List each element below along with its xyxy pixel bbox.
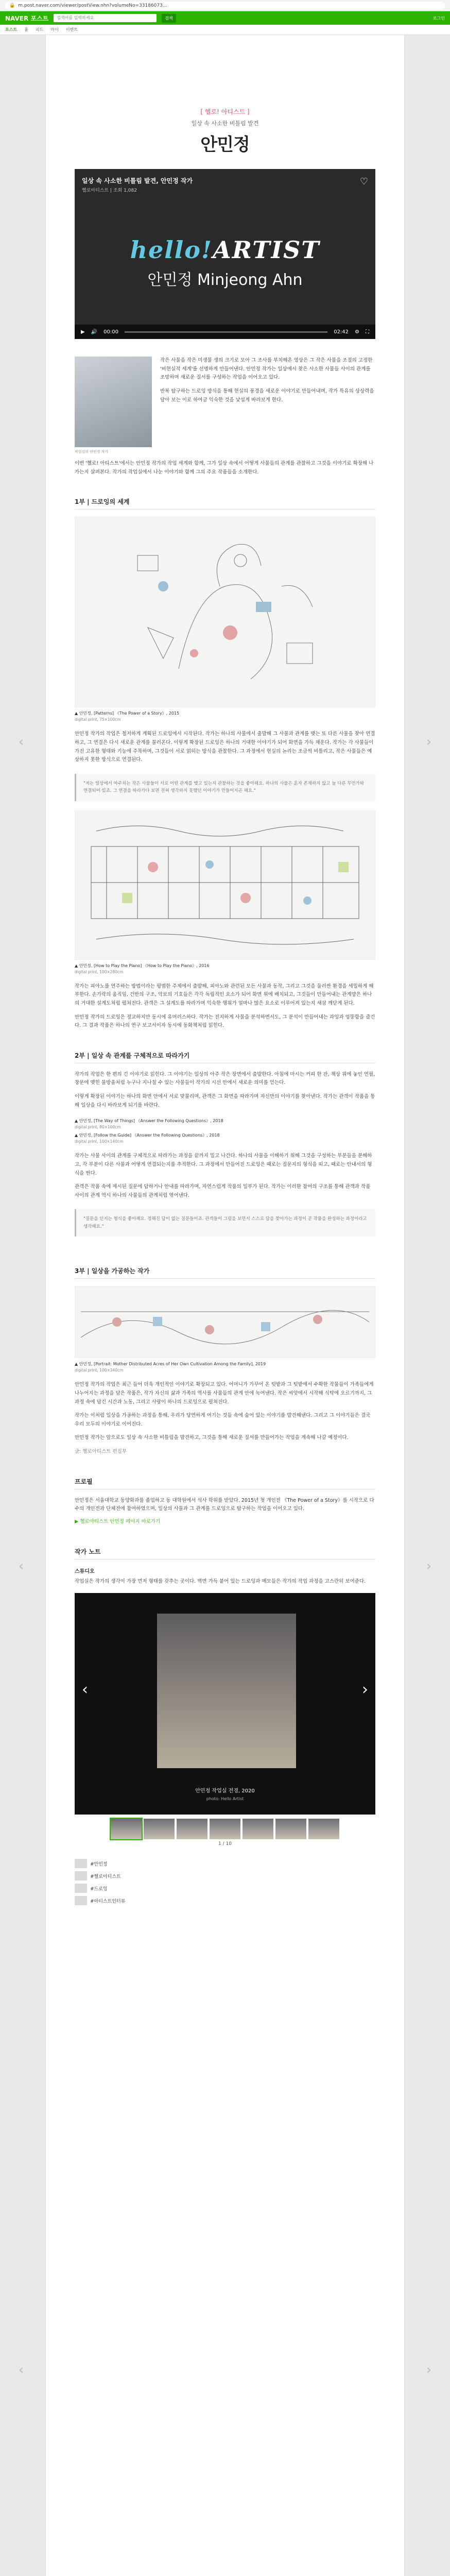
search-input[interactable]: 검색어를 입력하세요 [54,14,157,22]
tag-item[interactable] [75,1871,375,1880]
artwork-caption-1-sub: digital print, 75×100cm [75,717,121,722]
quote-block-1: "저는 일상에서 마주치는 작은 사물들이 서로 어떤 관계를 맺고 있는지 관찰하는 것을 좋아해요. 하나의 사물은 혼자 존재하지 않고 늘 다른 무언가와 연결되어 있죠. 그 연결을 따라가다 보면 전혀 생각하지 못했던 이야기가 만들어지곤 해요." [75,774,375,801]
tag-label: #아티스트인터뷰 [90,1899,126,1904]
next-post-arrow-icon[interactable]: › [426,734,432,750]
nav-item-my[interactable]: 마이 [50,27,59,32]
naver-header [0,11,450,25]
gallery-thumb[interactable] [177,1819,207,1839]
tag-label: #드로잉 [90,1886,108,1892]
profile-title: 프로필 [75,1477,375,1489]
quote-block-2: "질문을 던지는 형식을 좋아해요. 정해진 답이 없는 질문들이죠. 관객들이 그림을 보면서 스스로 답을 찾아가는 과정이 곧 작품을 완성하는 과정이라고 생각해요." [75,1209,375,1236]
nav-item-event[interactable]: 이벤트 [65,27,78,32]
search-button[interactable]: 검색 [162,14,176,23]
section2-paragraph-1: 작가의 작업은 한 편의 긴 이야기로 읽힌다. 그 이야기는 일상의 아주 작은 장면에서 출발한다. 아침에 마시는 커피 한 잔, 책상 위에 놓인 연필, 창문에 맺힌 물방울처럼 누구나 지나칠 수 있는 사물들이 작가의 시선 안에서 새로운 의미를 얻는다. [75,1071,375,1086]
section-title-2: 2부 | 일상 속 관계를 구체적으로 따라가기 [75,1051,375,1063]
artist-photo [75,357,152,447]
video-thumbnail-text [75,236,375,290]
artwork-caption-4: ▲ 안민정, [Follow the Guide] 《Answer the Following Questions》, 2018 [75,1133,220,1138]
prev-post-arrow-icon[interactable]: ‹ [18,734,24,750]
profile-link[interactable]: ▶ 헬로아티스트 안민정 페이지 바로가기 [75,1518,161,1524]
tag-thumb [75,1871,87,1880]
gallery-caption: 안민정 작업실 전경, 2020 [195,1788,255,1794]
volume-icon[interactable]: 🔊 [91,329,98,335]
profile-body: 안민정은 서울대학교 동양화과를 졸업하고 동 대학원에서 석사 학위를 받았다. 2015년 첫 개인전 《The Power of a Story》를 시작으로 다수의 개인전과 단체전에 참여하였으며, 일상의 사물과 그 관계를 드로잉으로 탐구하는 작업을 이어오고 있다. [75,1497,374,1512]
next-post-arrow-icon-2[interactable]: › [426,1558,432,1574]
section2-paragraph-4: 관객은 작품 속에 제시된 질문에 답하거나 안내를 따라가며, 자연스럽게 작품의 일부가 된다. 작가는 이러한 참여의 구조를 통해 관객과 작품 사이의 관계 역시 하나의 사물들의 관계처럼 엮어낸다. [75,1184,371,1198]
intro-block [46,339,404,454]
article-header [46,35,404,156]
gallery-thumb[interactable] [210,1819,240,1839]
nav-item-feed[interactable]: 피드 [35,27,44,32]
section1-paragraph-1: 안민정 작가의 작업은 철저하게 계획된 드로잉에서 시작된다. 작가는 하나의 사물에서 출발해 그 사물과 관계를 맺는 또 다른 사물을 찾아 연결하고, 그 연결은 다시 새로운 관계를 불러온다. 이렇게 확장된 드로잉은 하나의 거대한 이야기가 되어 화면을 가득 채운다. 작가는 각 사물들이 가진 고유한 형태와 기능에 주목하며, 그것들이 서로 얽히는 방식을 관찰한다. 그 과정에서 현실의 논리는 조금씩 비틀리고, 작은 사물들은 예상하지 못한 방식으로 연결된다. [75,731,375,763]
article-page [45,35,405,2576]
section1-paragraph-2: 작가는 피아노를 연주하는 방법이라는 평범한 주제에서 출발해, 피아노와 관련된 모든 사물과 동작, 그리고 그것을 둘러싼 환경을 세밀하게 해부한다. 손가락의 움직임, 건반의 구조, 악보의 기호들은 각각 독립적인 요소가 되어 화면 위에 배치되고, 그것들이 만들어내는 관계망은 하나의 거대한 설계도처럼 펼쳐진다. 관객은 그 설계도를 따라가며 익숙한 행위가 얼마나 많은 요소로 이루어져 있는지 새삼 깨닫게 된다. [75,983,374,1006]
prev-post-arrow-icon-3[interactable]: ‹ [18,2362,24,2378]
photo-gallery[interactable] [75,1593,375,1815]
article-title: 안민정 [200,134,250,155]
section-drawing [46,477,404,1030]
video-info [82,176,368,193]
artwork-caption-2-sub: digital print, 100×280cm [75,969,124,974]
gallery-thumb[interactable] [144,1819,175,1839]
section-relations [46,1030,404,1237]
works-body: 작업실은 작가의 생각이 가장 먼저 형태를 갖추는 곳이다. 벽면 가득 붙어 있는 드로잉과 메모들은 작가의 작업 과정을 고스란히 보여준다. [75,1578,366,1584]
video-title: 일상 속 사소한 비틀림 발견, 안민정 작가 [82,177,193,184]
artwork-caption-2: ▲ 안민정, [How to Play the Piano] 《How to Play the Piano》, 2016 [75,963,210,968]
artwork-drawing-2 [76,816,374,955]
next-post-arrow-icon-3[interactable]: › [426,2362,432,2378]
lock-icon: 🔒 [9,3,15,8]
post-logo[interactable]: 포스트 [5,27,18,32]
intro-paragraph-1: 작은 사물을 작은 미생물 생의 크기로 모아 그 조사를 부치해온 영상은 그 작은 사물을 조절의 고정한 '비현실적 세계'를 선명하게 만들어낸다. 안민정 작가는 일상에서 찾은 사소한 사물들 사이의 관계를 조망하며 새로운 질서를 구성하는 작업을 이어오고 있다. [160,358,373,381]
settings-icon[interactable]: ⚙ [355,329,359,335]
artwork-caption-3-sub: digital print, 80×100cm [75,1125,121,1130]
article-subtitle: 일상 속 사소한 비틀림 발견 [191,120,259,127]
gallery-caption-sub: photo: Hello Artist [206,1797,244,1802]
video-player[interactable] [75,169,375,339]
gallery-thumbnails [75,1819,375,1839]
nav-item-home[interactable]: 홈 [24,27,28,32]
time-total: 02:42 [334,329,349,335]
section2-paragraph-3: 작가는 사물 사이의 관계를 구체적으로 따라가는 과정을 끝까지 밀고 나간다. 하나의 사물을 이해하기 위해 그것을 구성하는 부분들을 분해하고, 각 부분이 다른 사물과 어떻게 연결되는지를 추적한다. 그 과정에서 만들어진 드로잉은 때로는 질문지의 형식을 띠고, 때로는 안내서의 형식을 띤다. [75,1153,372,1176]
gallery-prev-icon[interactable]: ‹ [82,1681,88,1699]
post-nav [0,25,450,35]
artist-name-en: 안민정 Minjeong Ahn [147,271,303,289]
artwork-image-3[interactable] [75,1286,375,1358]
section1-paragraph-3: 안민정 작가의 드로잉은 정교하지만 동시에 유머러스하다. 작가는 진지하게 사물을 분석하면서도, 그 분석이 만들어내는 과잉과 엉뚱함을 즐긴다. 그 결과 작품은 하나의 연구 보고서이자 동시에 동화책처럼 읽힌다. [75,1014,375,1029]
artwork-drawing-3 [76,1291,374,1353]
section-title-3: 3부 | 일상을 가공하는 작가 [75,1266,375,1279]
artwork-image-2[interactable] [75,810,375,960]
artwork-caption-3: ▲ 안민정, [The Way of Things] 《Answer the Following Questions》, 2018 [75,1118,223,1124]
tag-item[interactable] [75,1859,375,1868]
artwork-caption-4-sub: digital print, 100×140cm [75,1139,124,1144]
url-text: m.post.naver.com/viewer/postView.nhn?volumeNo=33186073... [18,3,167,8]
section-works [46,1527,404,1847]
artist-photo-caption: 작업실의 안민정 작가 [75,450,109,454]
tag-label: #헬로아티스트 [90,1874,121,1879]
gallery-thumb[interactable] [308,1819,339,1839]
naver-logo[interactable]: NAVER 포스트 [5,14,49,22]
artist-text: ARTIST [213,236,320,264]
fullscreen-icon[interactable]: ⛶ [366,329,369,335]
gallery-next-icon[interactable]: › [362,1681,368,1699]
time-current: 00:00 [103,329,118,335]
gallery-thumb[interactable] [243,1819,273,1839]
prev-post-arrow-icon-2[interactable]: ‹ [18,1558,24,1574]
artwork-image-1[interactable] [75,517,375,707]
heart-icon[interactable]: ♡ [359,176,368,187]
gallery-count: 1 / 10 [218,1841,232,1847]
tag-item[interactable] [75,1884,375,1893]
section-processing [46,1246,404,1456]
artwork-caption-1: ▲ 안민정, [Patterns] 《The Power of a Story》, 2015 [75,711,180,716]
intro-paragraph-3: 이번 '헬로! 아티스트'에서는 안민정 작가의 작업 세계와 함께, 그가 일상 속에서 어떻게 사물들의 관계를 관찰하고 그것을 이야기로 확장해 나가는지 살펴본다. 작가의 작업실에서 나눈 이야기와 함께 그의 주요 작품들을 소개한다. [75,461,374,475]
article-kicker: [ 헬로! 아티스트 ] [200,108,250,115]
tag-thumb [75,1884,87,1893]
tag-item[interactable] [75,1896,375,1905]
section3-paragraph-2: 작가는 이처럼 일상을 가공하는 과정을 통해, 우리가 당연하게 여기는 것들 속에 숨어 있는 이야기를 발견해낸다. 그리고 그 이야기들은 결국 우리 모두의 이야기로 이어진다. [75,1413,371,1427]
section-title: 1부 | 드로잉의 세계 [75,497,375,510]
login-link[interactable]: 로그인 [432,15,445,21]
gallery-thumb[interactable] [275,1819,306,1839]
works-title: 작가 노트 [75,1547,375,1560]
works-subtitle: 스튜디오 [75,1568,95,1574]
tag-thumb [75,1896,87,1905]
gallery-thumb[interactable] [111,1819,142,1839]
browser-toolbar [0,0,450,11]
section2-paragraph-2: 이렇게 확장된 이야기는 하나의 화면 안에서 서로 맞물리며, 관객은 그 화면을 따라가며 자신만의 이야기를 찾아낸다. 작가는 관객이 작품을 통해 일상을 다시 바라보게 되기를 바란다. [75,1094,375,1108]
video-progress[interactable] [125,331,327,333]
artwork-drawing [117,524,333,700]
video-channel: 헬로아티스트 | 조회 1,082 [82,188,137,193]
artwork-caption-5: ▲ 안민정, [Portrait: Mother Distributed Acres of Her Own Cultivation Among the Family], 2019 [75,1362,266,1367]
article-credit: 글: 헬로아티스트 편집부 [75,1449,127,1454]
video-controls [75,325,375,339]
hello-text: hello! [130,236,213,264]
artwork-caption-5-sub: digital print, 100×340cm [75,1368,124,1373]
intro-paragraph-2: 반복 탐구하는 드로잉 방식을 통해 현실의 풍경을 새로운 이야기로 만들어내며, 작가 특유의 상상력을 담아 보는 이로 하여금 익숙한 것을 낯설게 바라보게 한다. [160,388,374,403]
tag-label: #안민정 [90,1861,108,1867]
section3-paragraph-3: 안민정 작가는 앞으로도 일상 속 사소한 비틀림을 발견하고, 그것을 통해 새로운 질서를 만들어가는 작업을 계속해 나갈 예정이다. [75,1435,349,1441]
tag-list [46,1846,404,1905]
section3-paragraph-1: 안민정 작가의 작업은 최근 들어 더욱 개인적인 이야기로 확장되고 있다. 어머니가 가꾸어 온 텃밭과 그 텃밭에서 수확한 작물들이 가족들에게 나누어지는 과정을 담은 작품은, 작가 자신의 삶과 가족의 역사를 사물들의 관계 안에 녹여낸다. 작은 씨앗에서 시작해 식탁에 오르기까지, 그 과정 속에 담긴 시간과 노동, 그리고 사랑이 하나의 드로잉으로 펼쳐진다. [75,1382,374,1405]
address-bar[interactable] [5,2,445,10]
tag-thumb [75,1859,87,1868]
play-icon[interactable]: ▶ [81,329,85,335]
gallery-photo [157,1614,296,1768]
section-profile [46,1456,404,1527]
